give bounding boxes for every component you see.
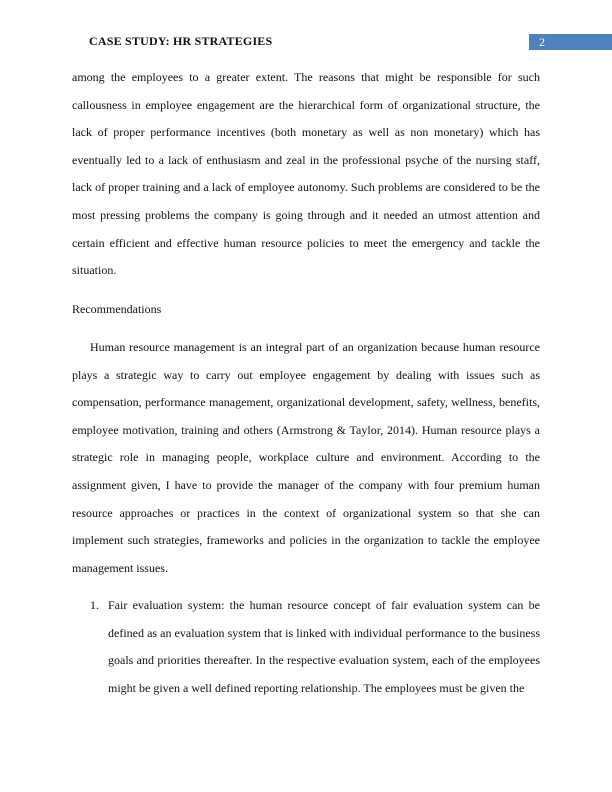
list-item-number: 1.	[90, 598, 99, 612]
page-number: 2	[529, 34, 612, 50]
paragraph-recommendations: Human resource management is an integral part of an organization because human resource plays a strategic way to carry out employee engagement by dealing with issues such as compensation, performance management, organizational development, safety, wellness, benefits, employee motivation, training and others (Armstrong & Taylor, 2014). Human resource plays a strategic role in managing people, workplace culture and environment. According to the assignment given, I have to provide the manager of the company with four premium human resource approaches or practices in the context of organizational system so that she can implement such strategies, frameworks and policies in the organization to tackle the employee management issues.	[72, 340, 540, 575]
list-item	[72, 592, 540, 702]
paragraph-intro: among the employees to a greater extent. The reasons that might be responsible for such callousness in employee engagement are the hierarchical form of organizational structure, the lack of proper performance incentives (both monetary as well as non monetary) which has eventually led to a lack of enthusiasm and zeal in the professional psyche of the nursing staff, lack of proper training and a lack of employee autonomy. Such problems are considered to be the most pressing problems the company is going through and it needed an utmost attention and certain efficient and effective human resource policies to meet the emergency and tackle the situation.	[72, 70, 540, 278]
header-title: CASE STUDY: HR STRATEGIES	[89, 34, 273, 48]
section-heading-recommendations: Recommendations	[72, 302, 162, 316]
list-item-text: Fair evaluation system: the human resource concept of fair evaluation system can be defined as an evaluation system that is linked with individual performance to the business goals and priorities thereafter. In the respective evaluation system, each of the employees might be given a well defined reporting relationship. The employees must be given the	[108, 598, 540, 695]
recommendations-list	[72, 592, 540, 702]
